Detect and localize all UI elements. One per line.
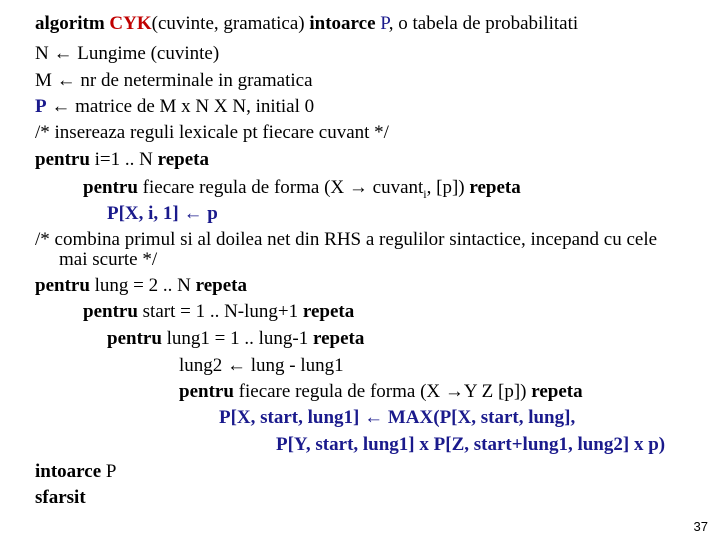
loop-lexical-rule-text: fiecare regula de forma (X → cuvant: [137, 177, 424, 198]
line-n: N ← Lungime (cuvinte): [35, 43, 220, 64]
subscript-i: i: [423, 186, 427, 201]
comment-lexical: /* insereaza reguli lexicale pt fiecare cuvant */: [35, 122, 389, 143]
keyword-pentru: pentru: [83, 301, 138, 322]
var-p: P: [380, 13, 389, 34]
loop-i: [35, 148, 209, 172]
comment-combine-cont: mai scurte */: [59, 249, 158, 270]
keyword-repeta: repeta: [531, 381, 583, 402]
keyword-repeta: repeta: [157, 149, 209, 170]
algo-header-rest: , o tabela de probabilitati: [388, 13, 579, 34]
loop-syntactic-rule: [179, 380, 583, 404]
algo-name: CYK: [109, 13, 152, 34]
keyword-pentru: pentru: [83, 177, 138, 198]
comment-combine: /* combina primul si al doilea net din RHS a regulilor sintactice, incepand cu cele: [35, 229, 658, 250]
keyword-repeta: repeta: [313, 328, 365, 349]
page-number: 37: [693, 519, 708, 534]
keyword-repeta: repeta: [469, 177, 521, 198]
loop-i-range: i=1 .. N: [89, 149, 158, 170]
loop-lung: [35, 274, 247, 298]
keyword-repeta: repeta: [195, 275, 247, 296]
algo-params: (cuvinte, gramatica): [151, 13, 305, 34]
end-line: sfarsit: [35, 487, 86, 508]
line-p-init: [35, 95, 314, 119]
assign-lung2: lung2 ← lung - lung1: [179, 355, 344, 376]
assign-lexical: P[X, i, 1] ← p: [107, 203, 218, 224]
loop-lung1: [107, 327, 364, 351]
return-line: [35, 460, 116, 484]
line-p-init-rest: ← matrice de M x N X N, initial 0: [46, 96, 315, 117]
loop-start-range: start = 1 .. N-lung+1: [137, 301, 303, 322]
keyword-intoarce: intoarce: [35, 461, 102, 482]
keyword-repeta: repeta: [302, 301, 355, 322]
keyword-pentru: pentru: [35, 275, 90, 296]
algo-header: [35, 12, 578, 36]
var-p: P: [35, 96, 47, 117]
var-p: P: [101, 461, 117, 482]
keyword-pentru: pentru: [107, 328, 162, 349]
keyword-intoarce: intoarce: [309, 13, 376, 34]
assign-max-cont: P[Y, start, lung1] x P[Z, start+lung1, lung2] x p): [276, 434, 666, 455]
loop-lexical-rule-text2: , [p]): [426, 177, 470, 198]
loop-lexical-rule: [83, 176, 521, 200]
keyword-pentru: pentru: [179, 381, 234, 402]
loop-syntactic-rule-text: fiecare regula de forma (X →Y Z [p]): [233, 381, 532, 402]
loop-start: [83, 300, 354, 324]
keyword-pentru: pentru: [35, 149, 90, 170]
assign-max: P[X, start, lung1] ← MAX(P[X, start, lung],: [219, 407, 576, 428]
loop-lung-range: lung = 2 .. N: [89, 275, 196, 296]
loop-lung1-range: lung1 = 1 .. lung-1: [161, 328, 314, 349]
line-m: M ← nr de neterminale in gramatica: [35, 70, 313, 91]
keyword-algoritm: algoritm: [35, 13, 105, 34]
